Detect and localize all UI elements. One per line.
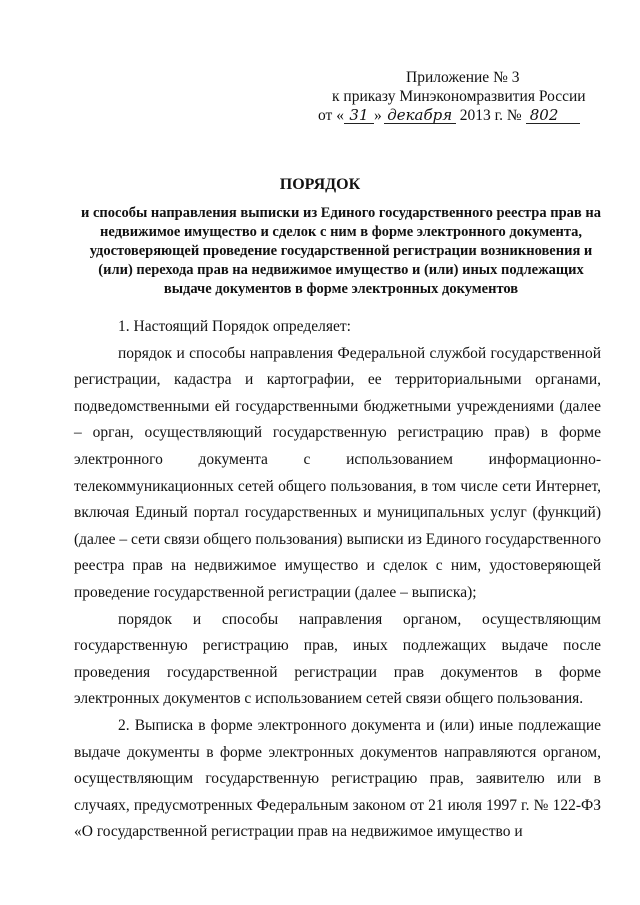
paragraph: 2. Выписка в форме электронного документа и (или) иные подлежащие выдаче документы в форме электронных документов направляются органом, осуществляющим государственную регистрацию прав, заявителю или в случаях, предусмотренных Федеральным законом от 21 июля 1997 г. № 122-ФЗ «О государственной регистрации прав на недвижимое имущество и: [74, 716, 601, 841]
document-body: [74, 314, 601, 846]
document-subtitle: и способы направления выписки из Единого государственного реестра прав на недвижимое имущество и сделок с ним в форме электронного документа, удостоверяющей проведение государственной регистрации возникновения и (или) перехода прав на недвижимое имущество и (или) иных подлежащих выдаче документов в форме электронных документов: [81, 205, 601, 297]
handwritten-month: декабря: [384, 107, 456, 124]
appendix-block: [318, 68, 618, 125]
date-prefix: от «: [318, 107, 344, 124]
paragraph: 1. Настоящий Порядок определяет:: [118, 318, 351, 335]
appendix-date-line: [318, 106, 618, 125]
date-quote-close: »: [373, 107, 382, 124]
paragraph: порядок и способы направления Федеральной службой государственной регистрации, кадастра и картографии, ее территориальными органами, подведомственными ей государственными бюджетными учреждениями (далее – орган, осуществляющий государственную регистрацию прав) в форме электронного документа с использованием информационно-телекоммуникационных сетей общего пользования, в том числе сети Интернет, включая Единый портал государственных и муниципальных услуг (функций) (далее – сети связи общего пользования) выписки из Единого государственного реестра прав на недвижимое имущество и сделок с ним, удостоверяющей проведение государственной регистрации (далее – выписка);: [74, 344, 601, 601]
handwritten-day: 31: [344, 107, 374, 124]
date-year: 2013 г. №: [459, 107, 522, 124]
handwritten-order-number: 802: [526, 107, 580, 124]
appendix-order-ref: к приказу Минэкономразвития России: [332, 88, 586, 105]
appendix-number: Приложение № 3: [406, 69, 520, 86]
document-title: ПОРЯДОК: [279, 176, 361, 193]
paragraph: порядок и способы направления органом, осуществляющим государственную регистрацию прав, иных подлежащих выдаче после проведения государственной регистрации прав документов в форме электронных документов с использованием сетей связи общего пользования.: [74, 610, 601, 708]
